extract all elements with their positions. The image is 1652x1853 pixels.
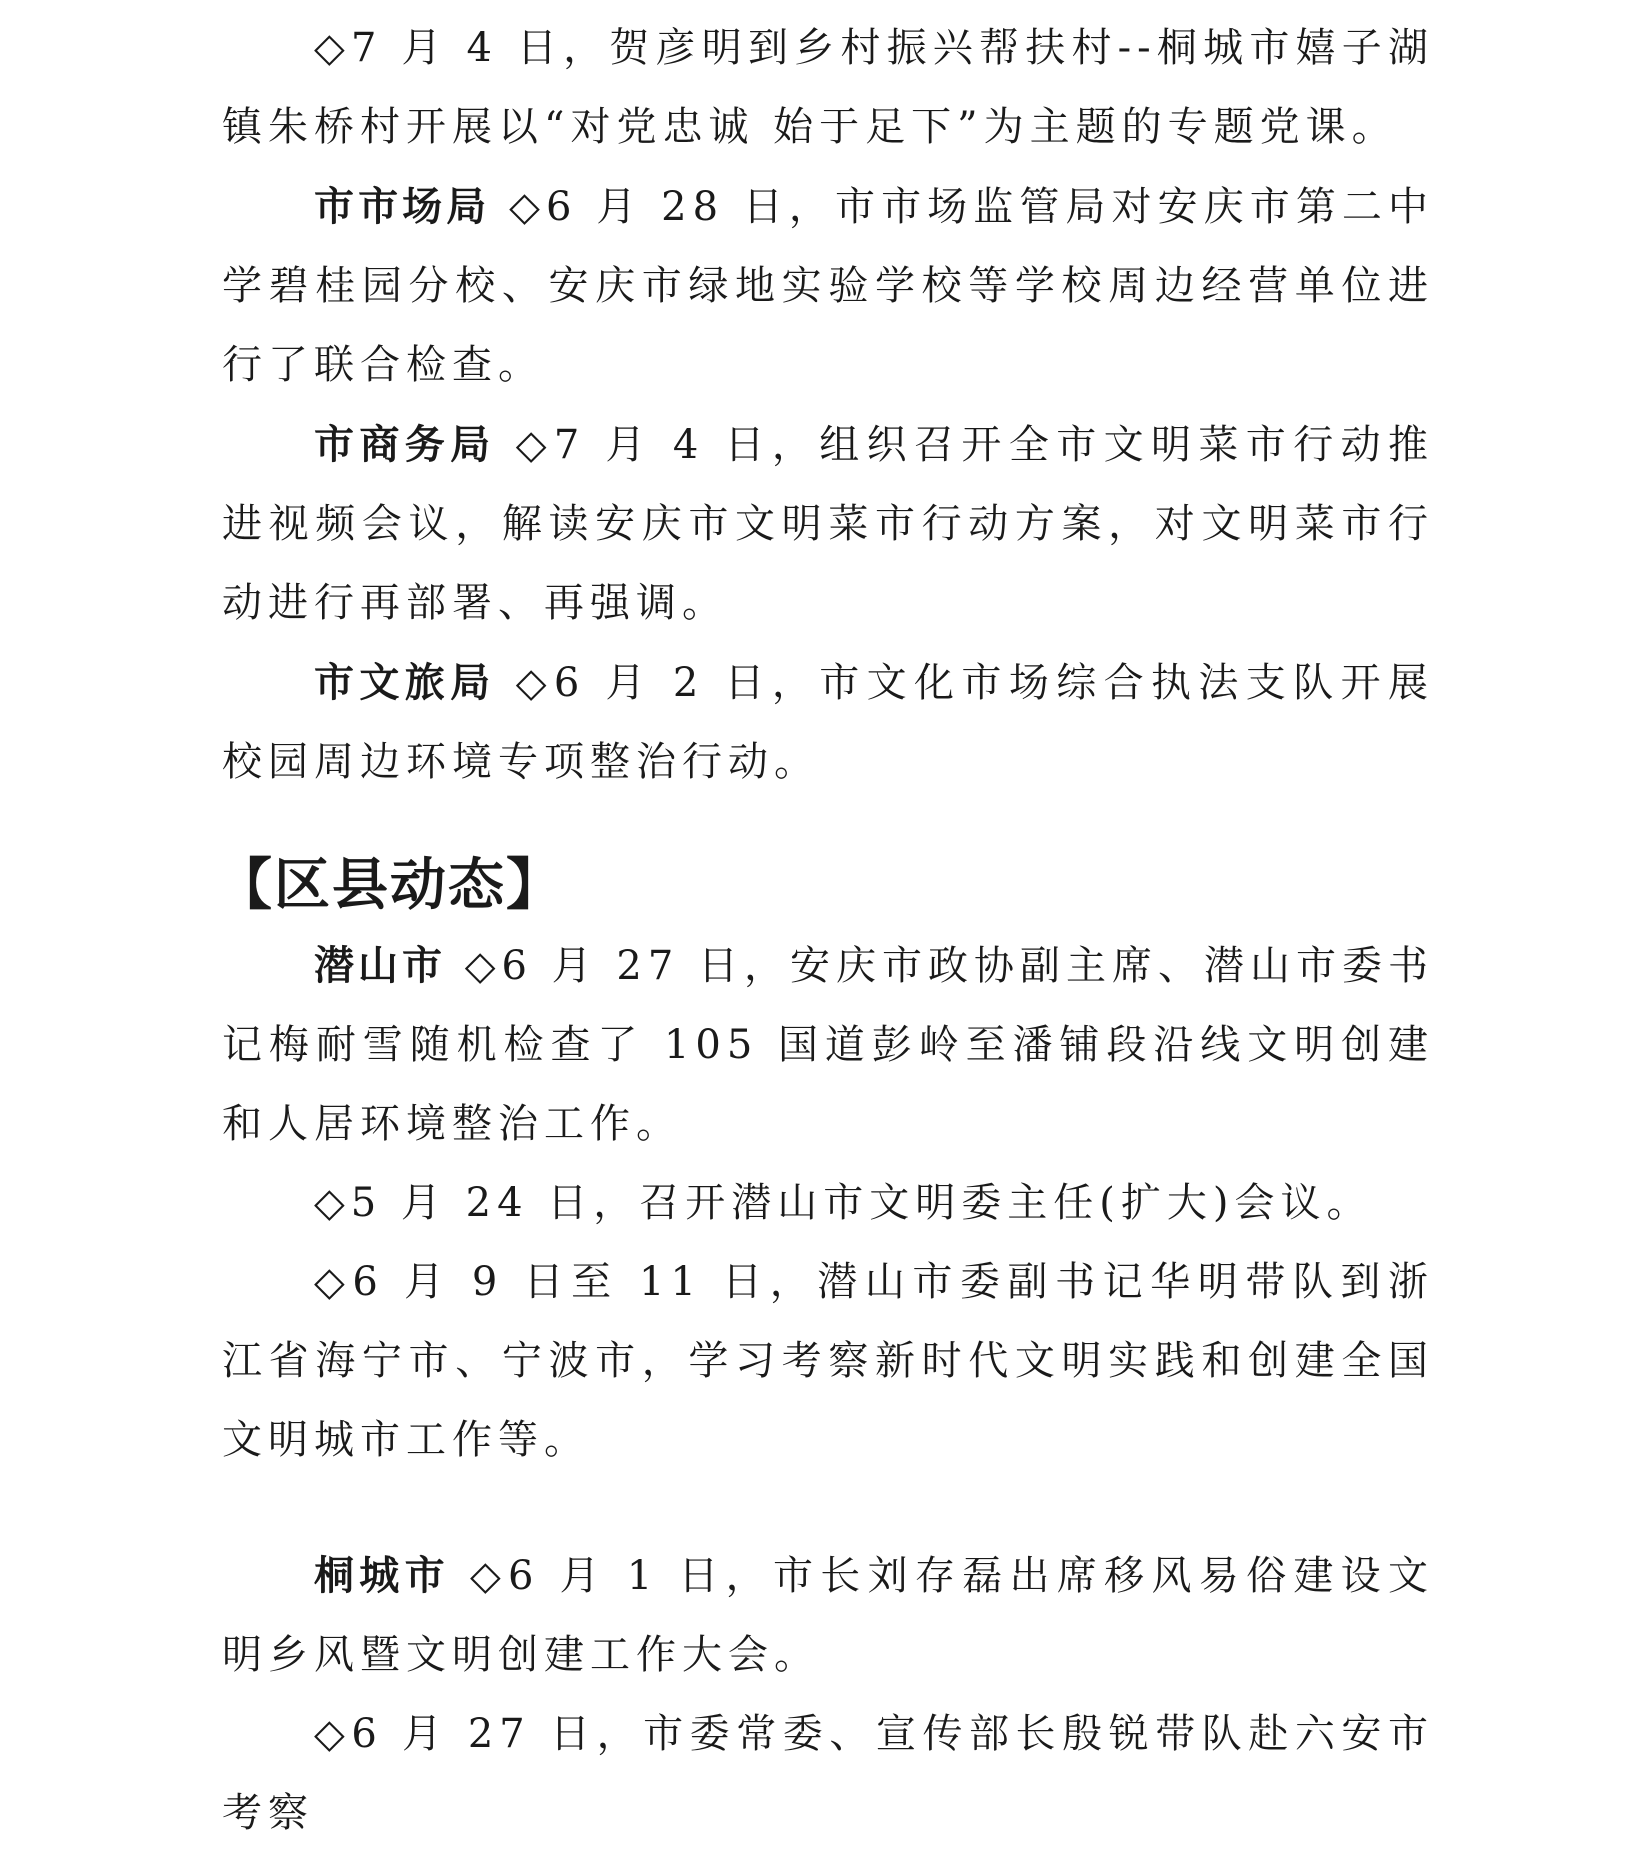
spacer: [222, 1480, 1434, 1536]
news-text: ◇6 月 1 日，市长刘存磊出席移风易俗建设文明乡风暨文明创建工作大会。: [222, 1553, 1434, 1678]
news-item: [222, 167, 1434, 405]
spacer: [222, 802, 1434, 846]
news-text: ◇7 月 4 日，贺彦明到乡村振兴帮扶村--桐城市嬉子湖镇朱桥村开展以“对党忠诚 始于足下”为主题的专题党课。: [222, 25, 1434, 150]
news-text: ◇7 月 4 日，组织召开全市文明菜市行动推进视频会议，解读安庆市文明菜市行动方案，对文明菜市行动进行再部署、再强调。: [222, 422, 1434, 626]
department-label: 市商务局: [314, 421, 496, 468]
news-text: ◇6 月 2 日，市文化市场综合执法支队开展校园周边环境专项整治行动。: [222, 660, 1434, 785]
news-text: ◇6 月 27 日，市委常委、宣传部长殷锐带队赴六安市考察: [222, 1711, 1434, 1836]
news-item: [222, 1243, 1434, 1480]
news-text: ◇6 月 27 日，安庆市政协副主席、潜山市委书记梅耐雪随机检查了 105 国道彭岭至潘铺段沿线文明创建和人居环境整治工作。: [222, 943, 1435, 1147]
news-item: [222, 1695, 1434, 1853]
news-item: [222, 926, 1434, 1164]
news-item: [222, 8, 1434, 167]
news-item: [222, 1536, 1434, 1695]
department-label: 潜山市: [314, 942, 447, 989]
department-label: 市市场局: [314, 183, 491, 230]
news-item: [222, 405, 1434, 643]
news-item: [222, 643, 1434, 802]
department-label: 桐城市: [314, 1552, 450, 1599]
section-heading: 【区县动态】: [216, 853, 564, 918]
document-page: [216, 8, 1435, 1853]
department-label: 市文旅局: [314, 659, 496, 706]
news-text: ◇6 月 28 日，市市场监管局对安庆市第二中学碧桂园分校、安庆市绿地实验学校等学校周边经营单位进行了联合检查。: [222, 184, 1435, 388]
news-item: [222, 1164, 1434, 1243]
news-text: ◇6 月 9 日至 11 日，潜山市委副书记华明带队到浙江省海宁市、宁波市，学习考察新时代文明实践和创建全国文明城市工作等。: [222, 1259, 1434, 1463]
news-text: ◇5 月 24 日，召开潜山市文明委主任(扩大)会议。: [314, 1180, 1373, 1226]
